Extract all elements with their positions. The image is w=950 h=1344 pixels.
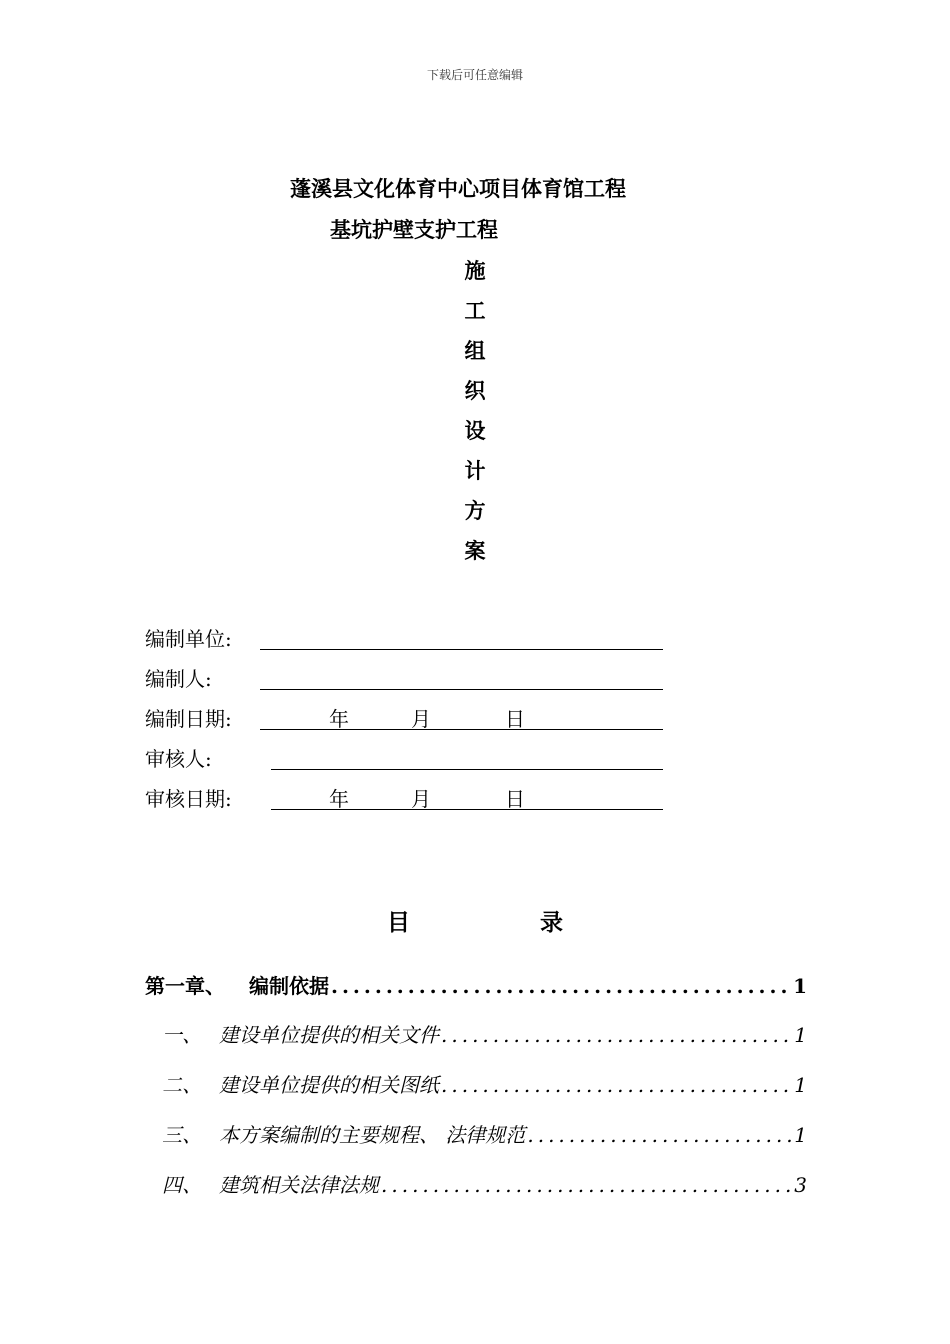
form-row-date: [145, 703, 665, 733]
vertical-title-char: 设: [464, 418, 486, 443]
unit-label: 编制单位:: [145, 627, 232, 651]
toc-leader-dots: [331, 974, 791, 998]
date-blank-line[interactable]: [260, 729, 663, 730]
toc-entry-section-4[interactable]: [162, 1169, 807, 1201]
vertical-title-char: 组: [464, 338, 486, 363]
document-title-line-1: 蓬溪县文化体育中心项目体育馆工程: [290, 176, 626, 201]
author-label: 编制人:: [145, 667, 212, 691]
vertical-title-char: 计: [464, 458, 486, 483]
toc-entry-number: 三、: [162, 1123, 202, 1147]
year-label: 年: [329, 787, 349, 811]
form-row-author: [145, 663, 665, 693]
day-label: 日: [505, 787, 525, 811]
day-label: 日: [505, 707, 525, 731]
form-row-reviewer: [145, 743, 665, 773]
vertical-title-char: 织: [464, 378, 486, 403]
month-label: 月: [411, 707, 431, 731]
toc-entry-page: 1: [793, 974, 807, 998]
toc-entry-number: 一、: [162, 1023, 202, 1047]
form-row-unit: [145, 623, 665, 653]
toc-leader-dots: [527, 1123, 792, 1147]
review-date-blank-line[interactable]: [271, 809, 663, 810]
header-note: 下载后可任意编辑: [426, 68, 523, 82]
vertical-title-char: 案: [464, 538, 486, 563]
vertical-title-char: 工: [464, 298, 486, 323]
toc-entry-page: 1: [794, 1073, 807, 1097]
reviewer-blank-line[interactable]: [271, 769, 663, 770]
toc-leader-dots: [381, 1173, 792, 1197]
toc-entry-page: 3: [794, 1173, 807, 1197]
review-date-label: 审核日期:: [145, 787, 232, 811]
toc-entry-section-1[interactable]: [162, 1019, 807, 1051]
vertical-title-char: 施: [464, 258, 486, 283]
toc-entry-page: 1: [794, 1123, 807, 1147]
form-row-review-date: [145, 783, 665, 813]
year-label: 年: [329, 707, 349, 731]
toc-leader-dots: [441, 1073, 792, 1097]
toc-entry-section-2[interactable]: [162, 1069, 807, 1101]
toc-entry-text: 建筑相关法律法规: [219, 1173, 379, 1197]
toc-entry-text: 建设单位提供的相关文件: [219, 1023, 439, 1047]
reviewer-label: 审核人:: [145, 747, 212, 771]
toc-leader-dots: [441, 1023, 792, 1047]
toc-entry-number: 四、: [162, 1173, 202, 1197]
document-title-line-2: 基坑护壁支护工程: [330, 217, 498, 242]
toc-entry-section-3[interactable]: [162, 1119, 807, 1151]
toc-entry-text: 本方案编制的主要规程、 法律规范: [219, 1123, 526, 1147]
toc-entry-number: 二、: [162, 1073, 202, 1097]
unit-blank-line[interactable]: [260, 649, 663, 650]
month-label: 月: [411, 787, 431, 811]
toc-entry-page: 1: [794, 1023, 807, 1047]
toc-entry-chapter-1[interactable]: [145, 970, 807, 1002]
toc-title-right: 录: [540, 909, 563, 936]
toc-entry-number: 第一章、: [145, 974, 225, 998]
author-blank-line[interactable]: [260, 689, 663, 690]
date-label: 编制日期:: [145, 707, 232, 731]
toc-entry-text: 编制依据: [249, 974, 329, 998]
toc-entry-text: 建设单位提供的相关图纸: [219, 1073, 439, 1097]
toc-title-left: 目: [387, 909, 410, 936]
vertical-title-char: 方: [464, 498, 486, 523]
